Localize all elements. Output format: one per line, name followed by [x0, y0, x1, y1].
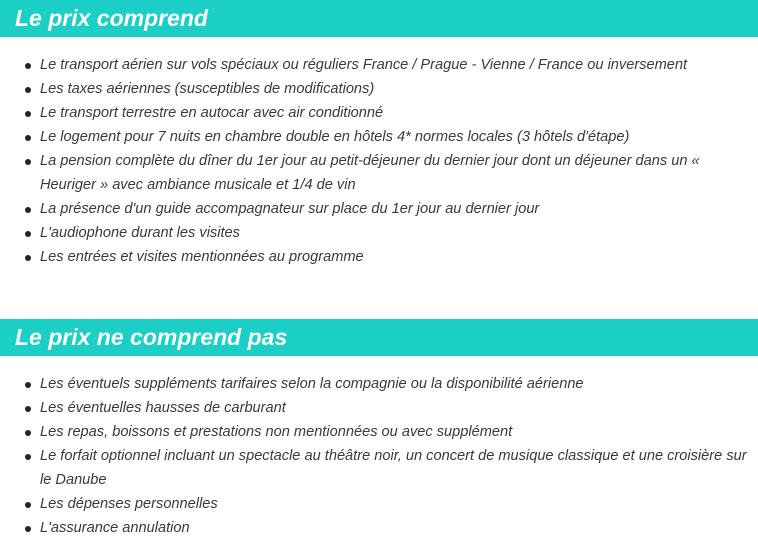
bullet-icon — [25, 135, 31, 141]
list-item-text: Les repas, boissons et prestations non mentionnées ou avec supplément — [40, 424, 513, 440]
bullet-icon — [25, 502, 31, 508]
bullet-icon — [25, 63, 31, 69]
excluded-section-title: Le prix ne comprend pas — [0, 319, 758, 356]
list-item — [0, 396, 758, 420]
list-item-text: L'assurance annulation — [40, 520, 190, 536]
list-item — [0, 492, 758, 516]
list-item — [0, 420, 758, 444]
list-item-text: Les éventuels suppléments tarifaires selon la compagnie ou la disponibilité aérienne — [40, 376, 584, 392]
bullet-icon — [25, 382, 31, 388]
excluded-list — [0, 372, 758, 540]
list-item — [0, 77, 758, 101]
list-item-text: Les taxes aériennes (susceptibles de modifications) — [40, 81, 375, 97]
list-item-text: L'audiophone durant les visites — [40, 225, 240, 241]
list-item — [0, 53, 758, 77]
bullet-icon — [25, 255, 31, 261]
included-list — [0, 53, 758, 269]
list-item-text: Le forfait optionnel incluant un spectacle au théâtre noir, un concert de musique classique et une croisière sur le Danube — [40, 448, 747, 488]
list-item — [0, 245, 758, 269]
list-item — [0, 125, 758, 149]
list-item — [0, 149, 758, 197]
bullet-icon — [25, 87, 31, 93]
bullet-icon — [25, 111, 31, 117]
list-item-text: Le transport aérien sur vols spéciaux ou réguliers France / Prague - Vienne / France ou inversement — [40, 57, 688, 73]
included-section-title: Le prix comprend — [0, 0, 758, 37]
list-item — [0, 516, 758, 540]
list-item-text: Le logement pour 7 nuits en chambre double en hôtels 4* normes locales (3 hôtels d'étape) — [40, 129, 630, 145]
bullet-icon — [25, 454, 31, 460]
list-item-text: Les dépenses personnelles — [40, 496, 218, 512]
bullet-icon — [25, 430, 31, 436]
list-item — [0, 372, 758, 396]
bullet-icon — [25, 406, 31, 412]
list-item-text: La présence d'un guide accompagnateur sur place du 1er jour au dernier jour — [40, 201, 540, 217]
list-item-text: Le transport terrestre en autocar avec air conditionné — [40, 105, 384, 121]
bullet-icon — [25, 207, 31, 213]
list-item-text: La pension complète du dîner du 1er jour au petit-déjeuner du dernier jour dont un déjeuner dans un « Heuriger » avec ambiance musicale et 1/4 de vin — [40, 153, 700, 193]
list-item-text: Les entrées et visites mentionnées au programme — [40, 249, 364, 265]
list-item — [0, 221, 758, 245]
bullet-icon — [25, 526, 31, 532]
list-item — [0, 197, 758, 221]
bullet-icon — [25, 159, 31, 165]
list-item — [0, 444, 758, 492]
list-item-text: Les éventuelles hausses de carburant — [40, 400, 286, 416]
list-item — [0, 101, 758, 125]
bullet-icon — [25, 231, 31, 237]
